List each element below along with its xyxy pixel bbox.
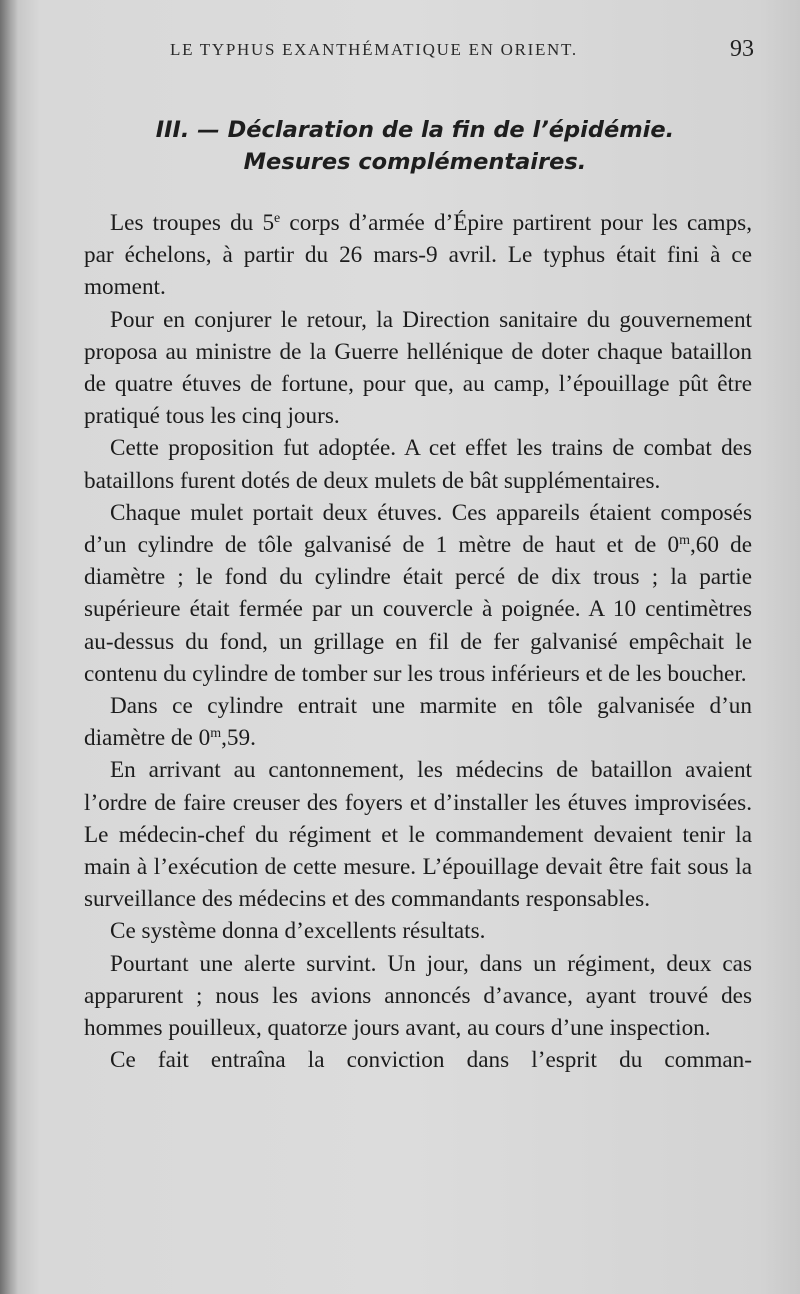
paragraph-6: En arrivant au cantonnement, les médecins de bataillon avaient l’ordre de faire creuser des foyers et d’installer les étuves improvisées. Le médecin-chef du régiment et le commandement devaient tenir la main à l’exécution de cette mesure. L’épouillage devait être fait sous la surveillance des médecins et des commandants responsables.: [84, 757, 752, 913]
paragraph-3: Cette proposition fut adoptée. A cet effet les trains de combat des bataillons furent dotés de deux mulets de bât supplémentaires.: [84, 435, 752, 494]
paragraph-8: Pourtant une alerte survint. Un jour, dans un régiment, deux cas apparurent ; nous les avions annoncés d’avance, ayant trouvé des hommes pouilleux, quatorze jours avant, au cours d’une inspection.: [84, 950, 752, 1042]
paragraph-1: Les troupes du 5e corps d’armée d’Épire partirent pour les camps, par échelons, à partir du 26 mars-9 avril. Le typhus était fini à ce moment.: [84, 210, 752, 301]
section-heading-line-1: III. — Déclaration de la fin de l’épidémie.: [155, 117, 675, 143]
page-number: 93: [730, 36, 754, 62]
superscript: e: [274, 211, 281, 226]
paragraph-5: Dans ce cylindre entrait une marmite en tôle galvanisée d’un diamètre de 0$^m$,59.: [84, 693, 752, 752]
section-heading: [0, 114, 800, 178]
superscript: m: [679, 533, 690, 549]
page-spine-shadow: [0, 0, 18, 1294]
superscript: m: [210, 726, 222, 742]
running-header: LE TYPHUS EXANTHÉMATIQUE EN ORIENT.: [170, 40, 578, 59]
paragraph-2: Pour en conjurer le retour, la Direction sanitaire du gouvernement proposa au ministre de la Guerre hellénique de doter chaque bataillon de quatre étuves de fortune, pour que, au camp, l’épouillage pût être pratiqué tous les cinq jours.: [84, 306, 752, 430]
section-heading-line-2: Mesures complémentaires.: [243, 149, 587, 175]
paragraph-9: Ce fait entraîna la conviction dans l’esprit du comman-: [110, 1047, 752, 1074]
paragraph-7: Ce système donna d’excellents résultats.: [110, 918, 486, 945]
body-text: [84, 207, 752, 1076]
paragraph-4: Chaque mulet portait deux étuves. Ces appareils étaient composés d’un cylindre de tôle galvanisé de 1 mètre de haut et de 0$^m$,60 de diamètre ; le fond du cylindre était percé de dix trous ; la partie supérieure était fermée par un couvercle à poignée. A 10 centimètres au-dessus du fond, un grillage en fil de fer galvanisé empêchait le contenu du cylindre de tomber sur les trous inférieurs et de les boucher.: [84, 499, 752, 687]
